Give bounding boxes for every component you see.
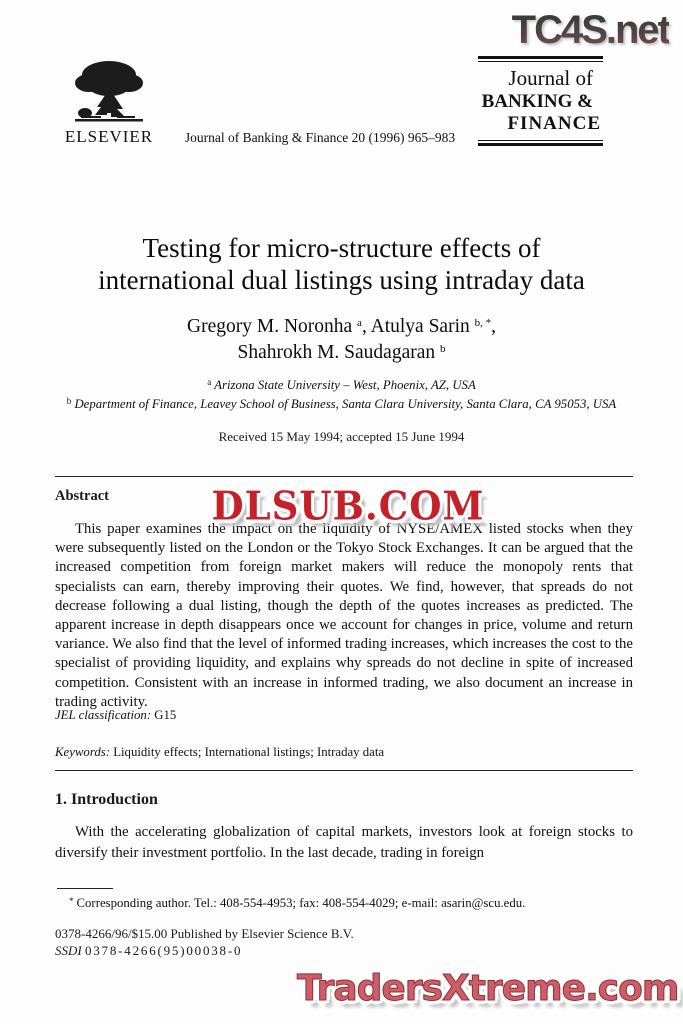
abstract-bottom-rule bbox=[55, 770, 633, 771]
ssdi-label: SSDI bbox=[55, 943, 82, 958]
keywords bbox=[55, 745, 384, 760]
journal-box-line2: BANKING & bbox=[481, 91, 593, 112]
publisher-name: ELSEVIER bbox=[64, 127, 154, 146]
journal-citation: Journal of Banking & Finance 20 (1996) 965–983 bbox=[184, 130, 456, 145]
abstract-heading: Abstract bbox=[55, 488, 109, 504]
journal-box-line3: FINANCE bbox=[507, 113, 601, 134]
abstract-text: This paper examines the impact on the liquidity of NYSE/AMEX listed stocks when they were subsequently listed on the London or the Tokyo Stock Exchanges. It can be argued that the increased competition from foreign market makers will reduce the monopoly rents that specialists can earn, thereby improving their quotes. We find, however, that spreads do not decrease following a dual listing, though the depth of the quotes increases as predicted. The apparent increase in depth disappears once we account for changes in price, volume and return variance. We also find that the level of informed trading increases, which increases the cost to the specialist of providing liquidity, and explains why spreads do not decline in spite of increased competition. Consistent with an increase in informed trading, we also document an increase in trading activity. bbox=[55, 521, 633, 710]
abstract-top-rule bbox=[55, 476, 633, 477]
ssdi-line bbox=[55, 943, 242, 959]
affiliation-b: $^b$ Department of Finance, Leavey School of Business, Santa Clara University, Santa Clara, CA 95053, USA bbox=[66, 395, 617, 411]
received-dates: Received 15 May 1994; accepted 15 June 1994 bbox=[218, 429, 465, 444]
author-3: Shahrokh M. Saudagaran $^b$ bbox=[237, 342, 446, 364]
watermark-tradersxtreme: TradersXtreme.com bbox=[297, 968, 679, 1009]
article-title-line2: international dual listings using intraday data bbox=[98, 264, 585, 295]
affiliation-list bbox=[45, 376, 638, 413]
article-title bbox=[30, 233, 653, 297]
author-list bbox=[30, 314, 653, 367]
author-1: Gregory M. Noronha $^a$, bbox=[187, 316, 371, 337]
jel-label: JEL classification: bbox=[55, 708, 152, 722]
author-1-affiliation-mark: a bbox=[357, 317, 362, 329]
author-2-affiliation-mark: b, * bbox=[474, 317, 492, 329]
footnote-asterisk: * bbox=[69, 896, 74, 906]
ssdi-number: 0378-4266(95)00038-0 bbox=[84, 943, 243, 958]
jel-classification bbox=[55, 708, 176, 723]
journal-title-box bbox=[478, 56, 603, 146]
elsevier-tree-icon bbox=[63, 57, 155, 125]
jel-value: G15 bbox=[154, 708, 177, 722]
journal-box-line1: Journal of bbox=[508, 66, 593, 90]
copyright-line: 0378-4266/96/$15.00 Published by Elsevier Science B.V. bbox=[55, 926, 354, 941]
footnote-rule bbox=[57, 888, 113, 889]
keywords-label: Keywords: bbox=[55, 745, 110, 759]
journal-box-bottom-rule bbox=[478, 140, 603, 146]
watermark-dlsub: DLSUB.COM bbox=[211, 482, 485, 530]
keywords-value: Liquidity effects; International listings; Intraday data bbox=[113, 745, 385, 759]
author-2: Atulya Sarin $^{b, *}$, bbox=[370, 316, 496, 337]
author-3-affiliation-mark: b bbox=[440, 343, 446, 356]
section-1-text: With the accelerating globalization of capital markets, investors look at foreign stocks to diversify their investment portfolio. In the last decade, trading in foreign bbox=[55, 824, 633, 861]
affiliation-a: $^a$ Arizona State University – West, Phoenix, AZ, USA bbox=[207, 377, 476, 392]
corresponding-author-footnote: * Corresponding author. Tel.: 408-554-4953; fax: 408-554-4029; e-mail: asarin@scu.edu. bbox=[55, 896, 633, 911]
section-1-heading: 1. Introduction bbox=[55, 791, 158, 808]
article-title-line1: Testing for micro-structure effects of bbox=[142, 233, 541, 263]
watermark-tc4s: TC4S.net bbox=[511, 8, 669, 52]
